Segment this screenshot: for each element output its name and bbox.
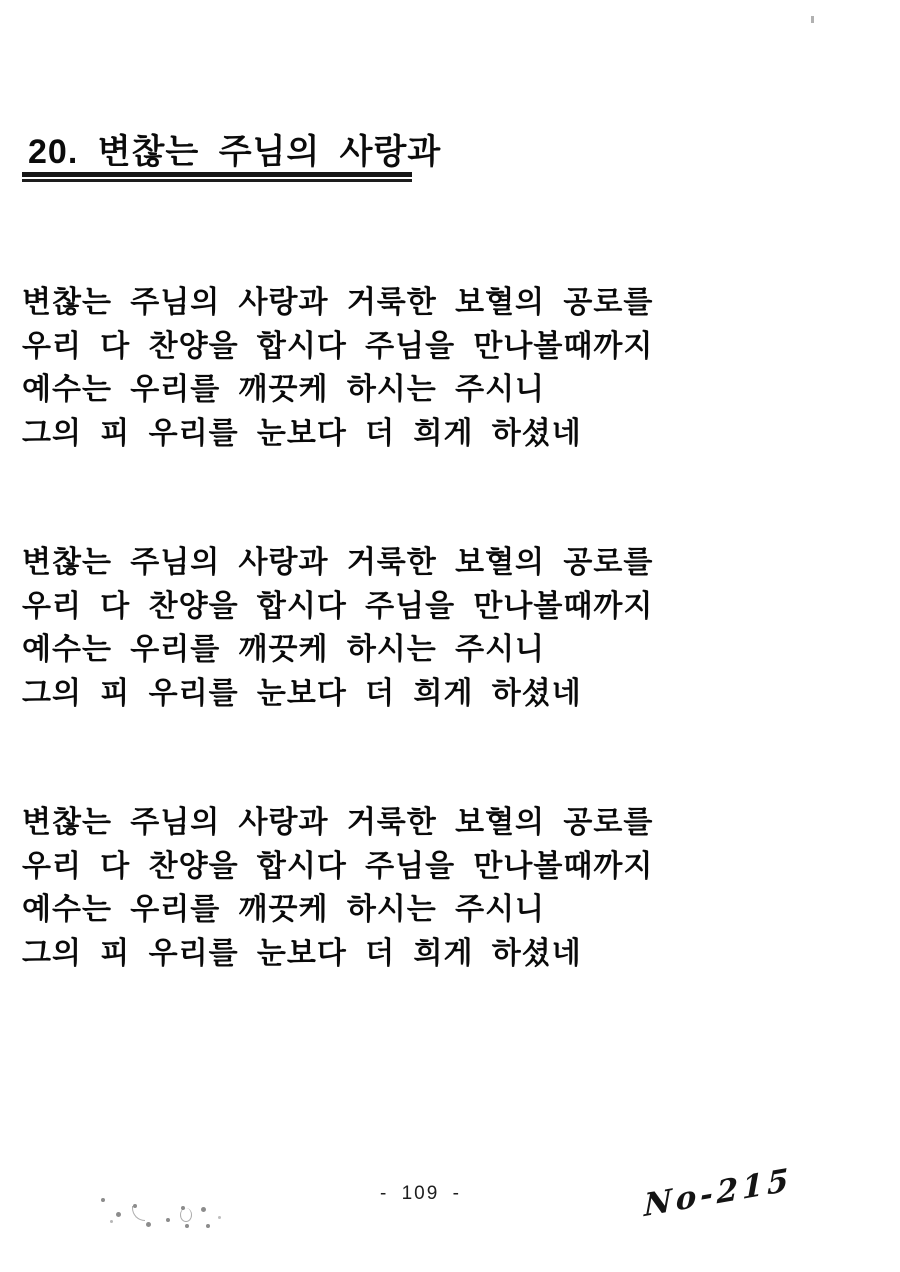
verse-line: 예수는 우리를 깨끗케 하시는 주시니 <box>22 373 546 406</box>
verse-line: 그의 피 우리를 눈보다 더 희게 하셨네 <box>22 936 582 970</box>
verse-line: 그의 피 우리를 눈보다 더 희게 하셨네 <box>22 416 582 450</box>
verse-line: 우리 다 찬양을 합시다 주님을 만나볼때까지 <box>22 329 654 363</box>
verse-1 <box>22 281 653 455</box>
verse-line: 예수는 우리를 깨끗케 하시는 주시니 <box>22 893 546 926</box>
title-underline <box>22 172 412 182</box>
verse-line: 그의 피 우리를 눈보다 더 희게 하셨네 <box>22 676 582 710</box>
verse-line: 예수는 우리를 깨끗케 하시는 주시니 <box>22 633 546 666</box>
verse-3 <box>22 801 653 975</box>
verse-line: 변찮는 주님의 사랑과 거룩한 보혈의 공로를 <box>22 286 654 319</box>
page-number: - 109 - <box>380 1183 461 1204</box>
verse-line: 변찮는 주님의 사랑과 거룩한 보혈의 공로를 <box>22 546 654 579</box>
verse-line: 우리 다 찬양을 합시다 주님을 만나볼때까지 <box>22 849 654 883</box>
pencil-marks <box>88 1192 238 1247</box>
verse-line: 우리 다 찬양을 합시다 주님을 만나볼때까지 <box>22 589 654 623</box>
scan-speck <box>811 16 814 23</box>
verse-line: 변찮는 주님의 사랑과 거룩한 보혈의 공로를 <box>22 806 654 839</box>
verse-2 <box>22 541 653 715</box>
handwritten-number: No-215 <box>644 1161 793 1225</box>
song-title: 20. 변찮는 주님의 사랑과 <box>28 133 442 171</box>
